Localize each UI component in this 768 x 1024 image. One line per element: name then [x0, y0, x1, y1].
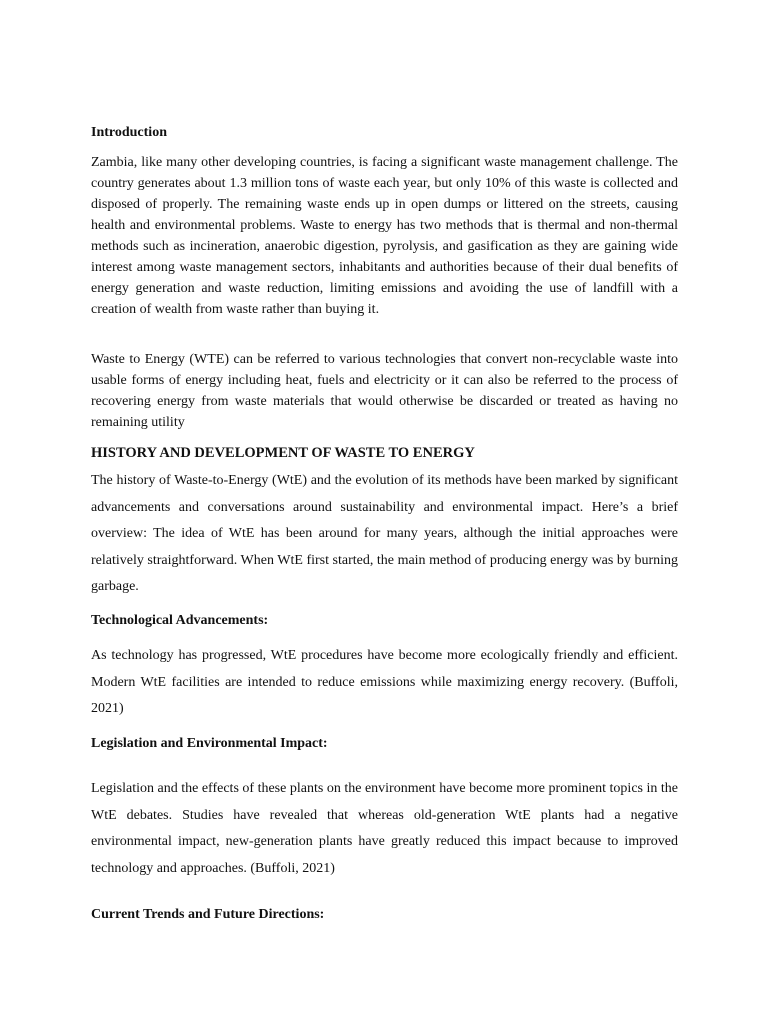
legislation-heading: Legislation and Environmental Impact: — [91, 736, 328, 751]
introduction-heading: Introduction — [91, 125, 167, 140]
technological-advancements-paragraph: As technology has progressed, WtE procedures have become more ecologically friendly and efficient. Modern WtE facilities are intended to reduce emissions while maximizing energy recovery. (Buffoli, 2021) — [91, 648, 678, 716]
introduction-paragraph-1: Zambia, like many other developing countries, is facing a significant waste management challenge. The country generates about 1.3 million tons of waste each year, but only 10% of this waste is collected and disposed of properly. The remaining waste ends up in open dumps or littered on the streets, causing health and environmental problems. Waste to energy has two methods that is thermal and non-thermal methods such as incineration, anaerobic digestion, pyrolysis, and gasification as they are gaining wide interest among waste management sectors, inhabitants and authorities because of their dual benefits of energy generation and waste reduction, limiting emissions and avoiding the use of landfill with a creation of wealth from waste rather than buying it. — [91, 155, 678, 317]
introduction-paragraph-2: Waste to Energy (WTE) can be referred to various technologies that convert non-recyclable waste into usable forms of energy including heat, fuels and electricity or it can also be referred to the process of recovering energy from waste materials that would otherwise be discarded or treated as having no remaining utility — [91, 352, 678, 430]
history-heading: HISTORY AND DEVELOPMENT OF WASTE TO ENERGY — [91, 445, 475, 461]
current-trends-heading: Current Trends and Future Directions: — [91, 907, 325, 922]
legislation-paragraph: Legislation and the effects of these plants on the environment have become more prominent topics in the WtE debates. Studies have revealed that whereas old-generation WtE plants had a negative environmental impact, new-generation plants have greatly reduced this impact because to improved technology and approaches. (Buffoli, 2021) — [91, 781, 678, 876]
history-paragraph: The history of Waste-to-Energy (WtE) and the evolution of its methods have been marked by significant advancements and conversations around sustainability and environmental impact. Here’s a brief overview: The idea of WtE has been around for many years, although the initial approaches were relatively straightforward. When WtE first started, the main method of producing energy was by burning garbage. — [91, 473, 678, 594]
technological-advancements-heading: Technological Advancements: — [91, 613, 269, 628]
